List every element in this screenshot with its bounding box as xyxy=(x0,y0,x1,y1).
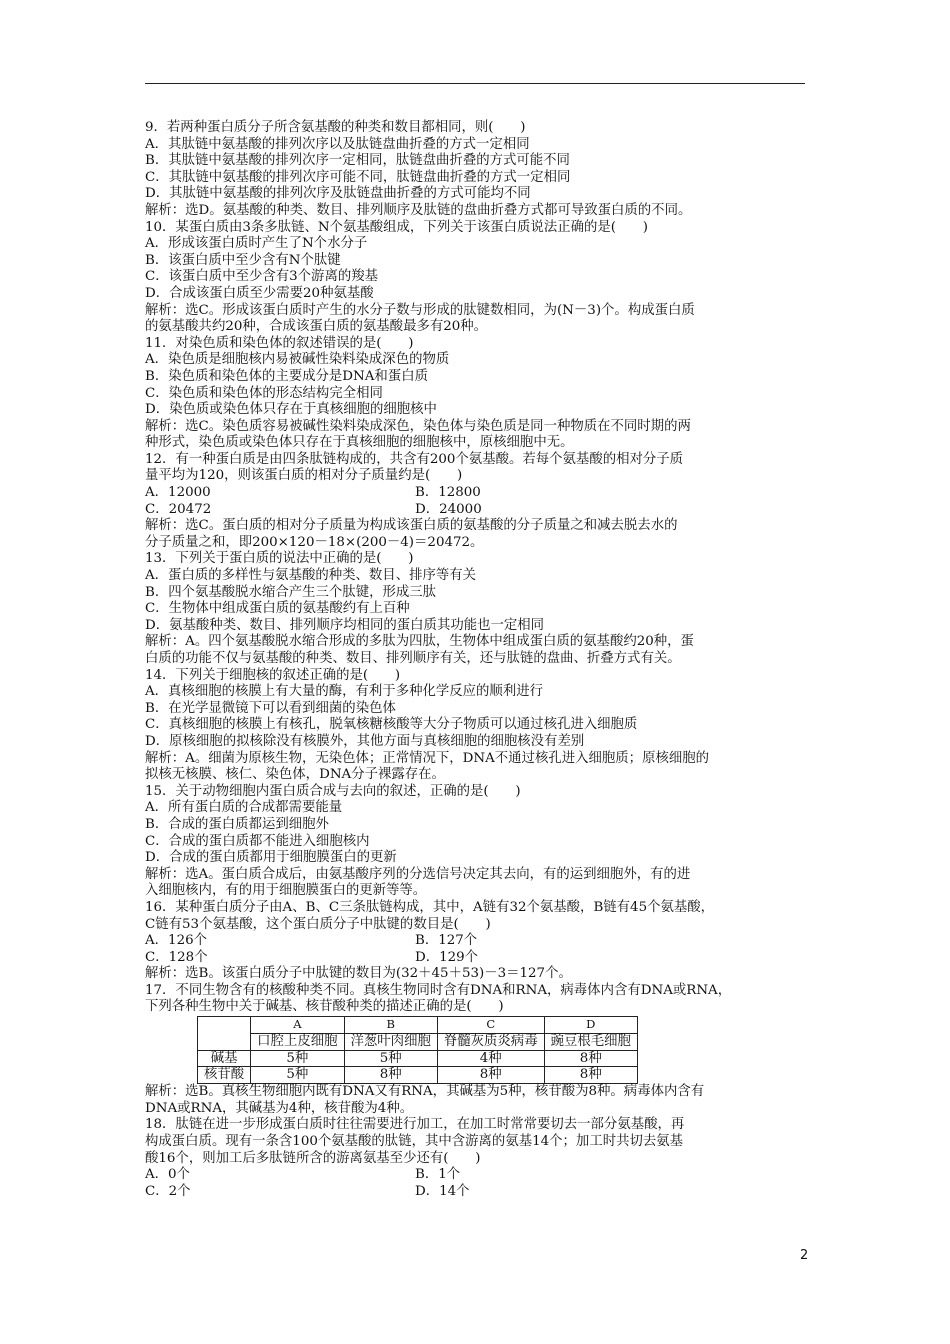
question-stem: C链有53个氨基酸，这个蛋白质分子中肽键的数目是( ) xyxy=(145,916,491,932)
analysis-line: 入细胞核内，有的用于细胞膜蛋白的更新等等。 xyxy=(145,883,427,899)
option-a: A．126个 xyxy=(145,933,208,949)
option-c: C．128个 xyxy=(145,949,208,965)
question-11 xyxy=(145,336,815,452)
option-b: B．该蛋白质中至少含有N个肽键 xyxy=(145,252,341,268)
option-c: C．20472 xyxy=(145,501,212,517)
analysis-line: 解析：选A。蛋白质合成后，由氨基酸序列的分选信号决定其去向，有的运到细胞外，有的进 xyxy=(145,866,691,882)
document-body xyxy=(145,120,815,1200)
question-stem: 下列各种生物中关于碱基、核苷酸种类的描述正确的是( ) xyxy=(145,999,504,1015)
question-15 xyxy=(145,784,815,900)
option-d: D．129个 xyxy=(415,949,479,965)
table-column-letter: A xyxy=(251,1017,344,1034)
analysis-line: 解析：选D。氨基酸的种类、数目、排列顺序及肽链的盘曲折叠方式都可导致蛋白质的不同。 xyxy=(145,202,692,218)
table-cell: 4种 xyxy=(437,1050,544,1067)
option-b: B．127个 xyxy=(415,933,478,949)
analysis-line: 白质的功能不仅与氨基酸的种类、数目、排列顺序有关，还与肽链的盘曲、折叠方式有关。 xyxy=(145,651,681,666)
question-stem: 16．某种蛋白质分子由A、B、C三条肽链构成，其中，A链有32个氨基酸，B链有45个氨基酸， xyxy=(145,899,715,915)
table-row-header: 碱基 xyxy=(198,1050,251,1067)
option-row xyxy=(145,1167,815,1184)
question-12 xyxy=(145,452,815,552)
question-14 xyxy=(145,668,815,784)
table-cell: 8种 xyxy=(344,1067,437,1084)
option-b: B．四个氨基酸脱水缩合产生三个肽键，形成三肽 xyxy=(145,584,437,600)
question-stem: 15．关于动物细胞内蛋白质合成与去向的叙述，正确的是( ) xyxy=(145,783,521,799)
analysis-line: 解析：A。细菌为原核生物，无染色体；正常情况下，DNA不通过核孔进入细胞质；原核细胞的 xyxy=(145,750,710,766)
analysis-line: 解析：选C。染色质容易被碱性染料染成深色，染色体与染色质是同一种物质在不同时期的两 xyxy=(145,418,691,434)
option-d: D．氨基酸种类、数目、排列顺序均相同的蛋白质其功能也一定相同 xyxy=(145,617,545,633)
option-c: C．该蛋白质中至少含有3个游离的羧基 xyxy=(145,269,379,285)
option-a: A．真核细胞的核膜上有大量的酶，有利于多种化学反应的顺利进行 xyxy=(145,684,543,700)
option-b: B．12800 xyxy=(415,485,481,501)
analysis-line: 拟核无核膜、核仁、染色体，DNA分子裸露存在。 xyxy=(145,767,445,783)
option-a: A．12000 xyxy=(145,485,211,501)
table-row-header: 核苷酸 xyxy=(198,1067,251,1084)
option-c: C．染色质和染色体的形态结构完全相同 xyxy=(145,385,383,401)
question-stem: 构成蛋白质。现有一条含100个氨基酸的肽链，其中含游离的氨基14个；加工时共切去氨基 xyxy=(145,1134,684,1150)
analysis-line: 的氨基酸共约20种，合成该蛋白质的氨基酸最多有20种。 xyxy=(145,319,488,335)
option-a: A．所有蛋白质的合成都需要能量 xyxy=(145,800,343,816)
option-d: D．原核细胞的拟核除没有核膜外，其他方面与真核细胞的细胞核没有差别 xyxy=(145,733,585,749)
question-10 xyxy=(145,220,815,336)
question-stem: 13．下列关于蛋白质的说法中正确的是( ) xyxy=(145,551,414,567)
question-stem: 9．若两种蛋白质分子所含氨基酸的种类和数目都相同，则( ) xyxy=(145,120,526,135)
option-b: B．其肽链中氨基酸的排列次序一定相同，肽链盘曲折叠的方式可能不同 xyxy=(145,153,570,169)
option-d: D．其肽链中氨基酸的排列次序及肽链盘曲折叠的方式可能均不同 xyxy=(145,186,531,202)
table-column-letter: C xyxy=(437,1017,544,1034)
option-row xyxy=(145,933,815,950)
table-cell: 8种 xyxy=(437,1067,544,1084)
question-13 xyxy=(145,551,815,667)
analysis-line: 解析：A。四个氨基酸脱水缩合形成的多肽为四肽，生物体中组成蛋白质的氨基酸约20种，蛋 xyxy=(145,634,694,650)
question-16 xyxy=(145,900,815,983)
table-row xyxy=(198,1067,638,1084)
table-header-row xyxy=(198,1033,638,1050)
option-b: B．合成的蛋白质都运到细胞外 xyxy=(145,816,329,832)
table-cell: 5种 xyxy=(251,1067,344,1084)
table-cell: 8种 xyxy=(544,1050,637,1067)
table-cell: 8种 xyxy=(544,1067,637,1084)
table-cell: 5种 xyxy=(344,1050,437,1067)
question-stem: 量平均为120，则该蛋白质的相对分子质量约是( ) xyxy=(145,468,463,484)
question-stem: 18．肽链在进一步形成蛋白质时往往需要进行加工，在加工时常常要切去一部分氨基酸，再 xyxy=(145,1117,685,1133)
analysis-line: DNA或RNA，其碱基为4种，核苷酸为4种。 xyxy=(145,1100,414,1116)
option-d: D．14个 xyxy=(415,1183,470,1199)
option-c: C．真核细胞的核膜上有核孔，脱氧核糖核酸等大分子物质可以通过核孔进入细胞质 xyxy=(145,717,638,733)
option-a: A．0个 xyxy=(145,1167,190,1183)
option-d: D．24000 xyxy=(415,501,482,517)
option-a: A．蛋白质的多样性与氨基酸的种类、数目、排序等有关 xyxy=(145,568,477,584)
option-a: A．染色质是细胞核内易被碱性染料染成深色的物质 xyxy=(145,352,450,368)
table-corner-cell xyxy=(198,1017,251,1051)
analysis-line: 解析：选B。该蛋白质分子中肽键的数目为(32＋45＋53)－3＝127个。 xyxy=(145,966,572,982)
question-stem: 17．不同生物含有的核酸种类不同。真核生物同时含有DNA和RNA，病毒体内含有DNA或RNA， xyxy=(145,982,732,998)
option-row xyxy=(145,502,815,519)
option-d: D．染色质或染色体只存在于真核细胞的细胞核中 xyxy=(145,402,437,418)
table-column-letter: D xyxy=(544,1017,637,1034)
option-a: A．形成该蛋白质时产生了N个水分子 xyxy=(145,236,368,252)
analysis-line: 分子质量之和，即200×120－18×(200－4)＝20472。 xyxy=(145,534,484,550)
option-b: B．1个 xyxy=(415,1167,461,1183)
option-c: C．2个 xyxy=(145,1183,191,1199)
question-stem: 11．对染色质和染色体的叙述错误的是( ) xyxy=(145,335,414,351)
question-stem: 12．有一种蛋白质是由四条肽链构成的，共含有200个氨基酸。若每个氨基酸的相对分子质 xyxy=(145,451,684,467)
header-rule xyxy=(145,83,805,84)
analysis-line: 解析：选C。蛋白质的相对分子质量为构成该蛋白质的氨基酸的分子质量之和减去脱去水的 xyxy=(145,518,678,534)
analysis-line: 解析：选C。形成该蛋白质时产生的水分子数与形成的肽键数相同，为(N－3)个。构成蛋白质 xyxy=(145,302,695,318)
table-column-header: 口腔上皮细胞 xyxy=(251,1033,344,1050)
option-c: C．其肽链中氨基酸的排列次序可能不同，肽链盘曲折叠的方式一定相同 xyxy=(145,169,571,185)
option-d: D．合成该蛋白质至少需要20种氨基酸 xyxy=(145,285,374,301)
option-c: C．合成的蛋白质都不能进入细胞核内 xyxy=(145,833,370,849)
page-number: 2 xyxy=(800,1248,809,1263)
option-d: D．合成的蛋白质都用于细胞膜蛋白的更新 xyxy=(145,850,397,866)
option-c: C．生物体中组成蛋白质的氨基酸约有上百种 xyxy=(145,601,410,617)
option-b: B．染色质和染色体的主要成分是DNA和蛋白质 xyxy=(145,368,428,384)
table-column-letter: B xyxy=(344,1017,437,1034)
question-18 xyxy=(145,1117,815,1200)
question-17 xyxy=(145,983,815,1118)
table-row xyxy=(198,1050,638,1067)
question-9 xyxy=(145,120,815,220)
question-stem: 14．下列关于细胞核的叙述正确的是( ) xyxy=(145,667,401,683)
option-a: A．其肽链中氨基酸的排列次序以及肽链盘曲折叠的方式一定相同 xyxy=(145,136,530,152)
question-stem: 酸16个，则加工后多肽链所含的游离氨基至少还有( ) xyxy=(145,1150,481,1166)
table-column-header: 洋葱叶肉细胞 xyxy=(344,1033,437,1050)
option-row xyxy=(145,485,815,502)
option-row xyxy=(145,1184,815,1201)
option-row xyxy=(145,950,815,967)
option-b: B．在光学显微镜下可以看到细菌的染色体 xyxy=(145,700,396,716)
table-cell: 5种 xyxy=(251,1050,344,1067)
table-header-row xyxy=(198,1017,638,1034)
analysis-line: 种形式，染色质或染色体只存在于真核细胞的细胞核中，原核细胞中无。 xyxy=(145,435,574,451)
analysis-line: 解析：选B。真核生物细胞内既有DNA又有RNA，其碱基为5种，核苷酸为8种。病毒体内含有 xyxy=(145,1084,705,1100)
question-stem: 10．某蛋白质由3条多肽链、N个氨基酸组成，下列关于该蛋白质说法正确的是( ) xyxy=(145,219,649,235)
nucleic-acid-table xyxy=(197,1016,638,1084)
table-column-header: 脊髓灰质炎病毒 xyxy=(437,1033,544,1050)
table-column-header: 豌豆根毛细胞 xyxy=(544,1033,637,1050)
